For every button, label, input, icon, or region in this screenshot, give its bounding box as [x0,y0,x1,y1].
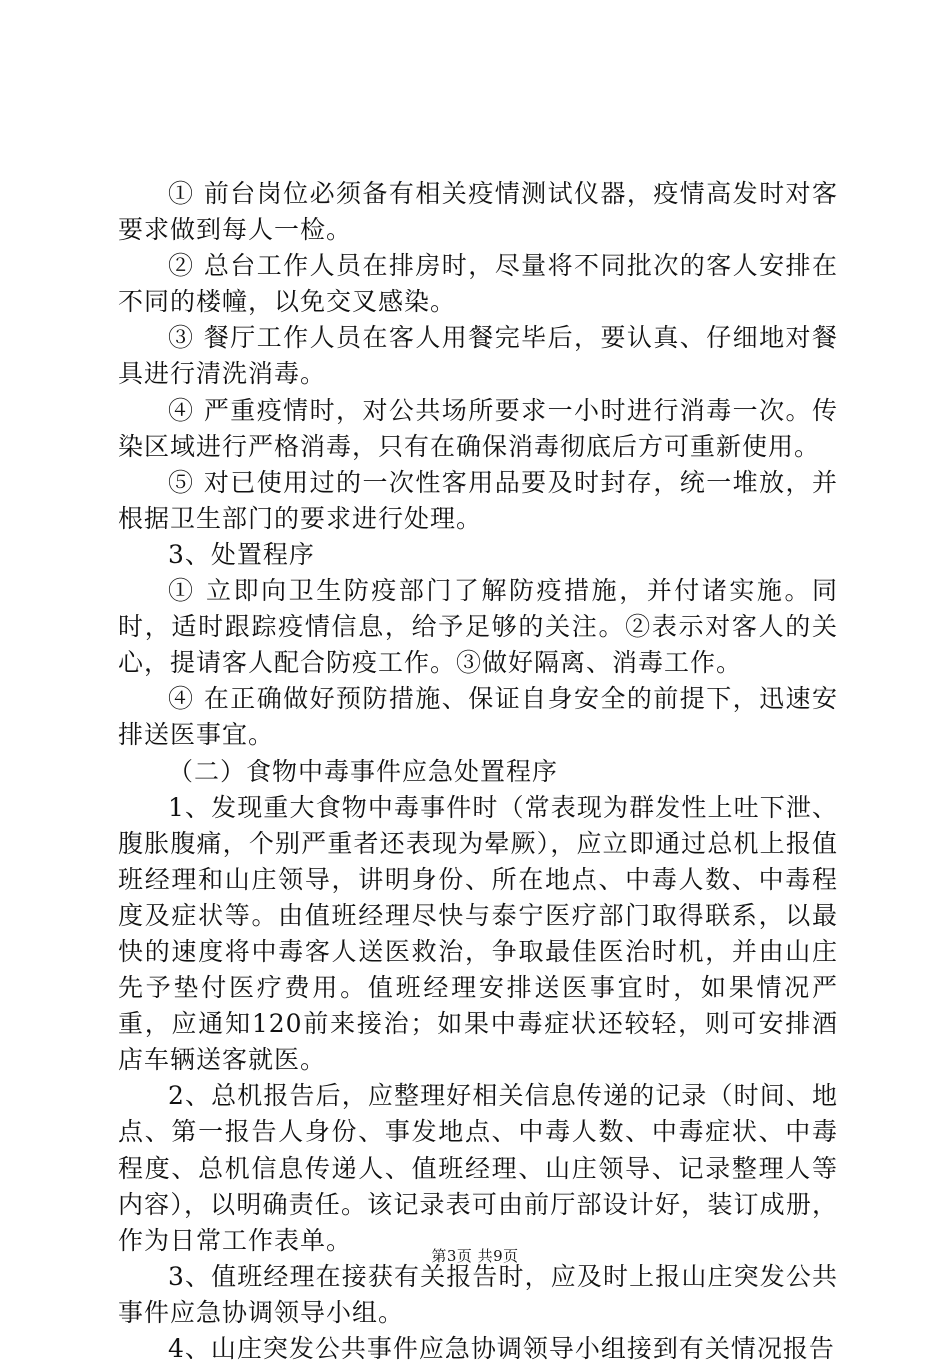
paragraph-disposable-items: ⑤ 对已使用过的一次性客用品要及时封存，统一堆放，并根据卫生部门的要求进行处理。 [118,467,838,533]
paragraph-front-desk-testing: ① 前台岗位必须备有相关疫情测试仪器，疫情高发时对客要求做到每人一检。 [118,179,838,245]
paragraph-public-area-disinfection: ④ 严重疫情时，对公共场所要求一小时进行消毒一次。传染区域进行严格消毒，只有在确保消毒彻底后方可重新使用。 [118,395,838,461]
section-heading-food-poisoning: （二）食物中毒事件应急处置程序 [168,756,559,786]
paragraph-duty-manager-report: 3、值班经理在接获有关报告时，应及时上报山庄突发公共事件应急协调领导小组。 [118,1261,838,1327]
paragraph-food-poisoning-report: 1、发现重大食物中毒事件时（常表现为群发性上吐下泄、腹胀腹痛，个别严重者还表现为晕厥），应立即通过总机上报值班经理和山庄领导，讲明身份、所在地点、中毒人数、中毒程度及症状等。由值班经理尽快与泰宁医疗部门取得联系，以最快的速度将中毒客人送医救治，争取最佳医治时机，并由山庄先予垫付医疗费用。值班经理安排送医事宜时，如果情况严重，应通知120前来接治；如果中毒症状还较轻，则可安排酒店车辆送客就医。 [118,792,838,1075]
paragraph-leadership-group: 4、山庄突发公共事件应急协调领导小组接到有关情况报告 [168,1334,835,1363]
paragraph-tableware-disinfection: ③ 餐厅工作人员在客人用餐完毕后，要认真、仔细地对餐具进行清洗消毒。 [118,323,838,389]
paragraph-medical-arrangement: ④ 在正确做好预防措施、保证自身安全的前提下，迅速安排送医事宜。 [118,684,838,750]
page-number-footer: 第3页 共9页 [431,1247,519,1265]
document-body [118,176,838,1367]
paragraph-switchboard-record: 2、总机报告后，应整理好相关信息传递的记录（时间、地点、第一报告人身份、事发地点、中毒人数、中毒症状、中毒程度、总机信息传递人、值班经理、山庄领导、记录整理人等内容），以明确责任。该记录表可由前厅部设计好，装订成册，作为日常工作表单。 [118,1081,838,1255]
paragraph-epidemic-measures: ① 立即向卫生防疫部门了解防疫措施，并付诸实施。同时，适时跟踪疫情信息，给予足够的关注。②表示对客人的关心，提请客人配合防疫工作。③做好隔离、消毒工作。 [118,576,838,678]
section-heading-procedure: 3、处置程序 [168,539,315,569]
paragraph-room-arrangement: ② 总台工作人员在排房时，尽量将不同批次的客人安排在不同的楼幢，以免交叉感染。 [118,251,838,317]
